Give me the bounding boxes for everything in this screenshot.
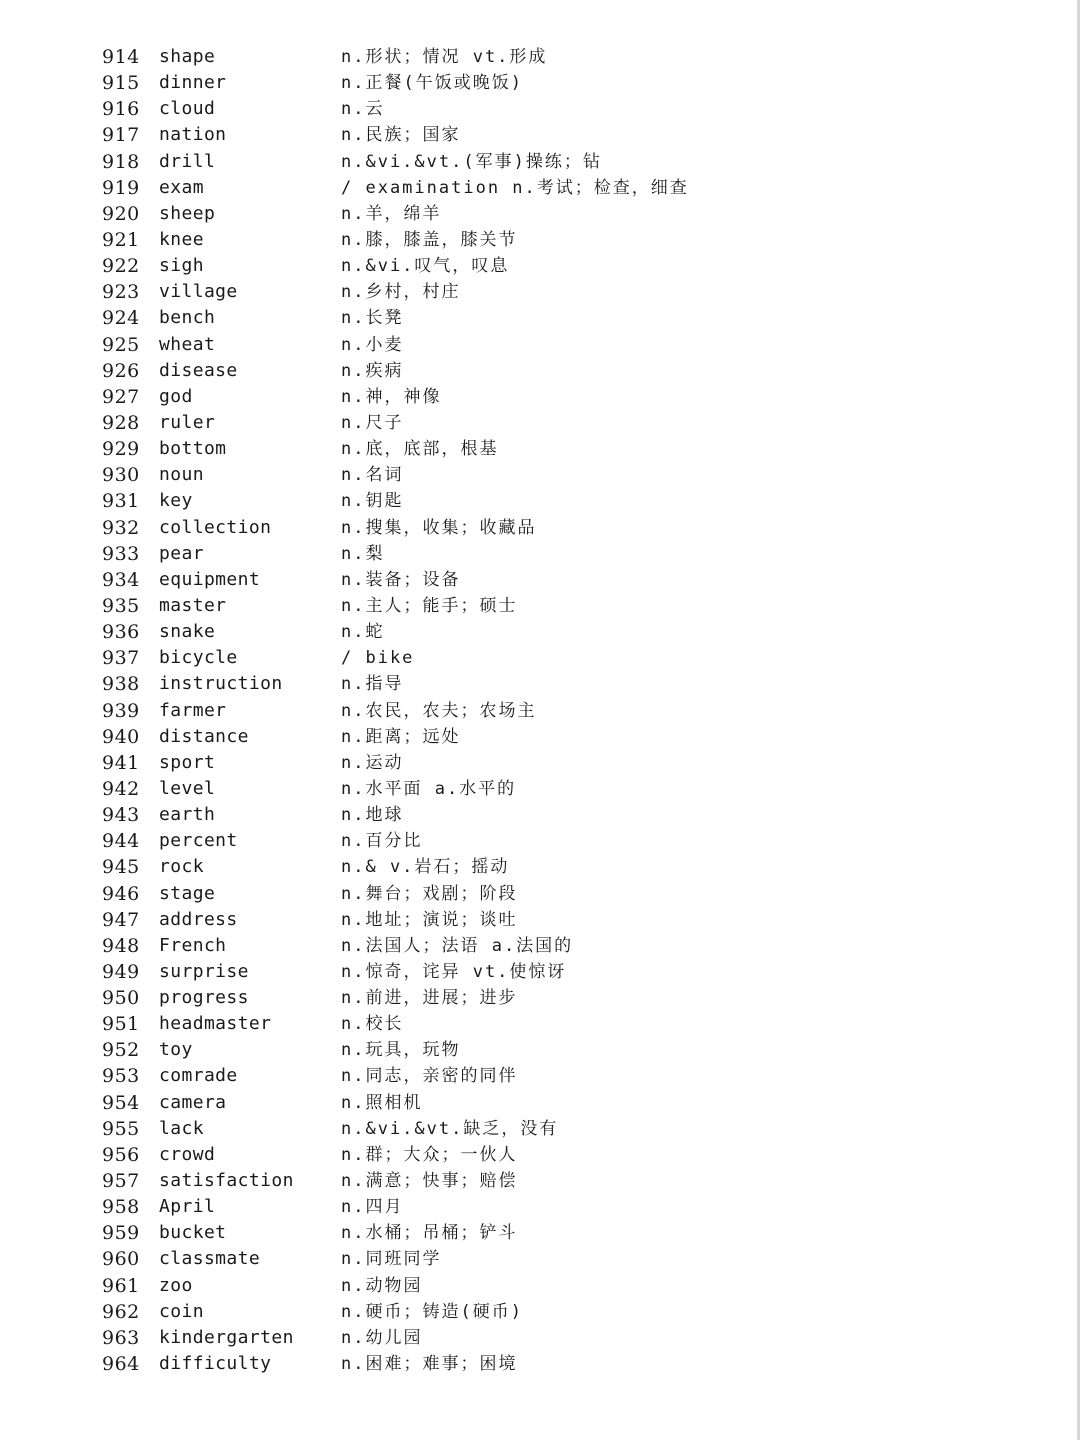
entry-definition: n.照相机 — [341, 1092, 423, 1113]
entry-number: 922 — [102, 255, 140, 278]
entry-definition: n.满意；快事；赔偿 — [341, 1171, 518, 1192]
vocab-entry — [0, 253, 1070, 279]
entry-definition: n.舞台；戏剧；阶段 — [341, 883, 518, 904]
entry-number: 937 — [102, 647, 140, 670]
vocab-entry — [0, 436, 1070, 462]
vocab-entry — [0, 384, 1070, 410]
vocab-entry — [0, 1325, 1070, 1351]
entry-word: kindergarten — [159, 1326, 294, 1348]
entry-definition: n.长凳 — [341, 308, 404, 329]
entry-number: 915 — [102, 72, 140, 95]
entry-definition: n.困难；难事；困境 — [341, 1354, 518, 1375]
vocabulary-list — [0, 44, 1070, 1377]
entry-number: 920 — [102, 202, 140, 225]
entry-definition: n.地球 — [341, 805, 404, 826]
vocab-entry — [0, 1246, 1070, 1272]
vocab-entry — [0, 1168, 1070, 1194]
entry-definition: n.主人；能手；硕士 — [341, 595, 518, 616]
entry-word: pear — [159, 542, 204, 564]
entry-definition: n.水桶；吊桶；铲斗 — [341, 1223, 518, 1244]
entry-word: god — [159, 385, 193, 407]
vocab-entry — [0, 854, 1070, 880]
entry-definition: n.名词 — [341, 465, 404, 486]
vocab-entry — [0, 332, 1070, 358]
vocab-entry — [0, 1351, 1070, 1377]
entry-word: wheat — [159, 333, 216, 355]
entry-word: disease — [159, 359, 238, 381]
vocab-entry — [0, 1299, 1070, 1325]
entry-word: zoo — [159, 1274, 193, 1296]
entry-word: ruler — [159, 411, 216, 433]
entry-number: 932 — [102, 516, 140, 539]
entry-number: 923 — [102, 281, 140, 304]
vocab-entry — [0, 1116, 1070, 1142]
entry-number: 962 — [102, 1300, 140, 1323]
vocab-entry — [0, 1090, 1070, 1116]
entry-word: headmaster — [159, 1013, 272, 1035]
entry-number: 950 — [102, 987, 140, 1010]
entry-definition: n.蛇 — [341, 622, 385, 643]
entry-word: sigh — [159, 255, 204, 277]
entry-word: difficulty — [159, 1353, 272, 1375]
entry-word: classmate — [159, 1248, 261, 1270]
entry-definition: n.动物园 — [341, 1275, 423, 1296]
entry-definition: / examination n.考试；检查，细查 — [341, 177, 689, 198]
entry-word: rock — [159, 856, 204, 878]
entry-number: 925 — [102, 333, 140, 356]
entry-word: toy — [159, 1039, 193, 1061]
vocab-entry — [0, 1220, 1070, 1246]
vocab-entry — [0, 881, 1070, 907]
vocab-entry — [0, 541, 1070, 567]
vocab-entry — [0, 593, 1070, 619]
entry-word: nation — [159, 124, 227, 146]
vocab-entry — [0, 44, 1070, 70]
entry-word: shape — [159, 46, 216, 67]
entry-definition: n.硬币；铸造(硬币) — [341, 1301, 523, 1322]
vocab-entry — [0, 227, 1070, 253]
entry-number: 957 — [102, 1170, 140, 1193]
entry-number: 931 — [102, 490, 140, 513]
entry-definition: n.群；大众；一伙人 — [341, 1144, 518, 1165]
entry-number: 916 — [102, 98, 140, 121]
entry-word: key — [159, 490, 193, 512]
entry-number: 948 — [102, 934, 140, 957]
entry-number: 958 — [102, 1196, 140, 1219]
entry-number: 952 — [102, 1039, 140, 1062]
entry-word: bucket — [159, 1222, 227, 1244]
entry-definition: n.云 — [341, 99, 385, 120]
entry-number: 960 — [102, 1248, 140, 1271]
entry-definition: n.乡村，村庄 — [341, 282, 461, 303]
entry-number: 944 — [102, 830, 140, 853]
entry-word: bench — [159, 307, 216, 329]
entry-word: April — [159, 1196, 216, 1218]
entry-definition: n.惊奇，诧异 vt.使惊讶 — [341, 961, 567, 982]
entry-definition: n.疾病 — [341, 360, 404, 381]
entry-number: 964 — [102, 1353, 140, 1376]
vocab-entry — [0, 70, 1070, 96]
vocab-entry — [0, 305, 1070, 331]
entry-word: comrade — [159, 1065, 238, 1087]
vocab-entry — [0, 698, 1070, 724]
entry-definition: n.农民，农夫；农场主 — [341, 700, 537, 721]
entry-number: 921 — [102, 228, 140, 251]
vocab-entry — [0, 645, 1070, 671]
entry-number: 947 — [102, 908, 140, 931]
entry-number: 929 — [102, 438, 140, 461]
entry-number: 955 — [102, 1117, 140, 1140]
entry-word: satisfaction — [159, 1170, 294, 1192]
entry-number: 946 — [102, 882, 140, 905]
vocab-entry — [0, 828, 1070, 854]
entry-definition: n.同志，亲密的同伴 — [341, 1066, 518, 1087]
entry-word: coin — [159, 1300, 204, 1322]
entry-word: percent — [159, 830, 238, 852]
entry-definition: n.同班同学 — [341, 1249, 442, 1270]
vocab-entry — [0, 750, 1070, 776]
vocab-entry — [0, 1063, 1070, 1089]
entry-definition: n.前进，进展；进步 — [341, 988, 518, 1009]
entry-number: 945 — [102, 856, 140, 879]
vocab-entry — [0, 671, 1070, 697]
vocab-entry — [0, 1142, 1070, 1168]
entry-number: 942 — [102, 777, 140, 800]
entry-word: exam — [159, 176, 204, 198]
vocab-entry — [0, 567, 1070, 593]
entry-definition: n.神，神像 — [341, 386, 442, 407]
vocab-entry — [0, 724, 1070, 750]
vocab-entry — [0, 488, 1070, 514]
entry-number: 961 — [102, 1274, 140, 1297]
entry-number: 951 — [102, 1013, 140, 1036]
entry-word: village — [159, 281, 238, 303]
entry-number: 938 — [102, 673, 140, 696]
entry-number: 919 — [102, 176, 140, 199]
entry-word: surprise — [159, 960, 249, 982]
vocab-entry — [0, 279, 1070, 305]
entry-word: farmer — [159, 699, 227, 721]
entry-word: collection — [159, 516, 272, 538]
vocab-entry — [0, 1273, 1070, 1299]
entry-word: stage — [159, 882, 216, 904]
entry-number: 935 — [102, 594, 140, 617]
entry-definition: n.地址；演说；谈吐 — [341, 909, 518, 930]
entry-number: 918 — [102, 150, 140, 173]
entry-definition: n.运动 — [341, 752, 404, 773]
vocab-entry — [0, 959, 1070, 985]
entry-word: bottom — [159, 438, 227, 460]
entry-definition: n.玩具，玩物 — [341, 1040, 461, 1061]
entry-definition: n.幼儿园 — [341, 1327, 423, 1348]
entry-word: instruction — [159, 673, 283, 695]
entry-number: 939 — [102, 699, 140, 722]
entry-definition: n.百分比 — [341, 831, 423, 852]
vocab-entry — [0, 96, 1070, 122]
vocab-entry — [0, 358, 1070, 384]
entry-definition: n.尺子 — [341, 412, 404, 433]
entry-word: French — [159, 934, 227, 956]
vocab-entry — [0, 776, 1070, 802]
entry-word: master — [159, 594, 227, 616]
vocab-entry — [0, 515, 1070, 541]
entry-number: 943 — [102, 804, 140, 827]
entry-number: 928 — [102, 411, 140, 434]
entry-word: distance — [159, 725, 249, 747]
entry-number: 924 — [102, 307, 140, 330]
vocab-entry — [0, 802, 1070, 828]
vocab-entry — [0, 175, 1070, 201]
vocab-entry — [0, 1011, 1070, 1037]
vocab-entry — [0, 933, 1070, 959]
entry-number: 934 — [102, 568, 140, 591]
entry-word: progress — [159, 987, 249, 1009]
entry-definition: n.法国人；法语 a.法国的 — [341, 935, 574, 956]
entry-definition: n.& v.岩石；摇动 — [341, 857, 510, 878]
entry-definition: n.&vi.叹气，叹息 — [341, 256, 510, 277]
entry-word: drill — [159, 150, 216, 172]
entry-number: 933 — [102, 542, 140, 565]
entry-word: equipment — [159, 568, 261, 590]
entry-word: earth — [159, 804, 216, 826]
vocab-entry — [0, 985, 1070, 1011]
entry-definition: n.距离；远处 — [341, 726, 461, 747]
entry-number: 917 — [102, 124, 140, 147]
entry-definition: n.水平面 a.水平的 — [341, 778, 517, 799]
entry-word: level — [159, 777, 216, 799]
entry-number: 930 — [102, 464, 140, 487]
entry-definition: n.搜集，收集；收藏品 — [341, 517, 537, 538]
entry-number: 954 — [102, 1091, 140, 1114]
entry-definition: n.四月 — [341, 1197, 404, 1218]
entry-definition: n.羊，绵羊 — [341, 203, 442, 224]
entry-definition: n.钥匙 — [341, 491, 404, 512]
entry-word: lack — [159, 1117, 204, 1139]
entry-number: 927 — [102, 385, 140, 408]
vocab-entry — [0, 907, 1070, 933]
vocab-entry — [0, 149, 1070, 175]
entry-definition: n.底，底部，根基 — [341, 439, 499, 460]
entry-word: knee — [159, 228, 204, 250]
entry-definition: / bike — [341, 648, 415, 669]
entry-word: address — [159, 908, 238, 930]
entry-number: 936 — [102, 621, 140, 644]
entry-definition: n.民族；国家 — [341, 125, 461, 146]
entry-word: bicycle — [159, 647, 238, 669]
entry-word: sheep — [159, 202, 216, 224]
entry-word: snake — [159, 621, 216, 643]
entry-definition: n.梨 — [341, 543, 385, 564]
entry-word: sport — [159, 751, 216, 773]
entry-definition: n.正餐(午饭或晚饭) — [341, 73, 523, 94]
vocab-entry — [0, 201, 1070, 227]
vocab-entry — [0, 410, 1070, 436]
entry-number: 949 — [102, 960, 140, 983]
entry-definition: n.校长 — [341, 1014, 404, 1035]
entry-word: cloud — [159, 98, 216, 120]
entry-word: crowd — [159, 1143, 216, 1165]
entry-number: 963 — [102, 1326, 140, 1349]
entry-number: 914 — [102, 46, 140, 68]
vocab-entry — [0, 122, 1070, 148]
entry-number: 941 — [102, 751, 140, 774]
entry-definition: n.&vi.&vt.(军事)操练；钻 — [341, 151, 602, 172]
entry-definition: n.形状；情况 vt.形成 — [341, 47, 548, 67]
entry-definition: n.装备；设备 — [341, 569, 461, 590]
entry-number: 953 — [102, 1065, 140, 1088]
entry-number: 940 — [102, 725, 140, 748]
entry-definition: n.指导 — [341, 674, 404, 695]
entry-number: 926 — [102, 359, 140, 382]
entry-word: camera — [159, 1091, 227, 1113]
entry-definition: n.膝，膝盖，膝关节 — [341, 229, 518, 250]
entry-word: noun — [159, 464, 204, 486]
entry-number: 959 — [102, 1222, 140, 1245]
entry-definition: n.小麦 — [341, 334, 404, 355]
entry-number: 956 — [102, 1143, 140, 1166]
vocab-entry — [0, 1194, 1070, 1220]
vocab-entry — [0, 619, 1070, 645]
vocab-entry — [0, 462, 1070, 488]
vocab-entry — [0, 1037, 1070, 1063]
entry-word: dinner — [159, 72, 227, 94]
entry-definition: n.&vi.&vt.缺乏，没有 — [341, 1118, 559, 1139]
